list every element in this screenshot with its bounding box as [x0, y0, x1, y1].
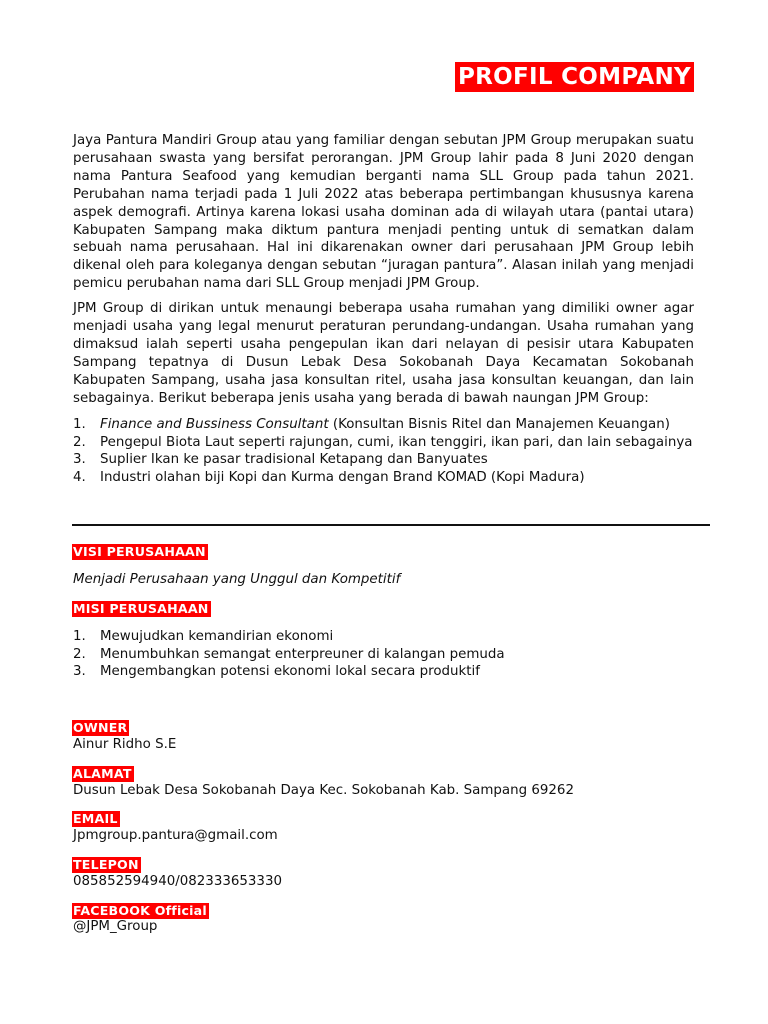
visi-label: VISI PERUSAHAAN	[73, 544, 206, 559]
visi-text: Menjadi Perusahaan yang Unggul dan Kompetitif	[73, 572, 401, 587]
list-item	[73, 416, 694, 434]
page-title: PROFIL COMPANY	[455, 62, 694, 92]
list-text: Mengembangkan potensi ekonomi lokal secara produktif	[100, 664, 480, 680]
phone-value: 085852594940/082333653330	[73, 874, 282, 889]
list-number: 3.	[73, 452, 86, 468]
owner-label: OWNER	[73, 720, 128, 735]
email-label: EMAIL	[73, 811, 118, 826]
section-divider	[72, 524, 710, 526]
list-number: 1.	[73, 417, 86, 432]
list-item	[73, 451, 694, 469]
list-text: Menumbuhkan semangat enterpreuner di kalangan pemuda	[100, 646, 505, 662]
title-container	[455, 62, 694, 92]
list-text: Pengepul Biota Laut seperti rajungan, cumi, ikan tenggiri, ikan pari, dan lain sebagainya	[100, 434, 693, 450]
address-label: ALAMAT	[73, 766, 132, 781]
misi-list	[73, 628, 505, 681]
list-item	[73, 628, 505, 646]
list-text: Mewujudkan kemandirian ekonomi	[100, 629, 334, 644]
intro-paragraph-2: JPM Group di dirikan untuk menaungi beberapa usaha rumahan yang dimiliki owner agar menjadi usaha yang legal menurut peraturan perundang-undangan. Usaha rumahan yang dimaksud ialah seperti usaha pengepulan ikan dari nelayan di pesisir utara Kabupaten Sampang tepatnya di Dusun Lebak Desa Sokobanah Daya Kecamatan Sokobanah Kabupaten Sampang, usaha jasa konsultan ritel, usaha jasa konsultan keuangan, dan lain sebagainya. Berikut beberapa jenis usaha yang berada di bawah naungan JPM Group:	[73, 301, 694, 406]
list-text: Suplier Ikan ke pasar tradisional Ketapang dan Banyuates	[100, 452, 488, 468]
list-text	[100, 416, 694, 434]
list-text-italic: Finance and Bussiness Consultant	[100, 417, 329, 432]
list-text-plain: (Konsultan Bisnis Ritel dan Manajemen Keuangan)	[328, 417, 670, 432]
facebook-value: @JPM_Group	[73, 919, 158, 934]
list-number: 3.	[73, 664, 86, 680]
list-number: 2.	[73, 434, 86, 450]
facebook-label: FACEBOOK Official	[73, 903, 207, 918]
phone-label: TELEPON	[73, 857, 139, 872]
intro-paragraph-1: Jaya Pantura Mandiri Group atau yang familiar dengan sebutan JPM Group merupakan suatu perusahaan swasta yang bersifat perorangan. JPM Group lahir pada 8 Juni 2020 dengan nama Pantura Seafood yang kemudian berganti nama SLL Group pada tahun 2021. Perubahan nama terjadi pada 1 Juli 2022 atas beberapa pertimbangan khususnya karena aspek demografi. Artinya karena lokasi usaha dominan ada di wilayah utara (pantai utara) Kabupaten Sampang maka diktum pantura menjadi penting untuk di sematkan dalam sebuah nama perusahaan. Hal ini dikarenakan owner dari perusahaan JPM Group lebih dikenal oleh para koleganya dengan sebutan “juragan pantura”. Alasan inilah yang menjadi pemicu perubahan nama dari SLL Group menjadi JPM Group.	[73, 133, 694, 292]
list-text: Industri olahan biji Kopi dan Kurma dengan Brand KOMAD (Kopi Madura)	[100, 469, 585, 485]
list-item	[73, 469, 694, 487]
list-item	[73, 646, 505, 664]
owner-value: Ainur Ridho S.E	[73, 737, 177, 752]
list-item	[73, 663, 505, 681]
email-value: Jpmgroup.pantura@gmail.com	[73, 828, 278, 843]
list-item	[73, 434, 694, 452]
list-number: 1.	[73, 629, 86, 644]
business-list	[73, 416, 694, 486]
list-number: 2.	[73, 646, 86, 662]
address-value: Dusun Lebak Desa Sokobanah Daya Kec. Sokobanah Kab. Sampang 69262	[73, 783, 574, 798]
list-number: 4.	[73, 469, 86, 485]
misi-label: MISI PERUSAHAAN	[73, 601, 209, 616]
